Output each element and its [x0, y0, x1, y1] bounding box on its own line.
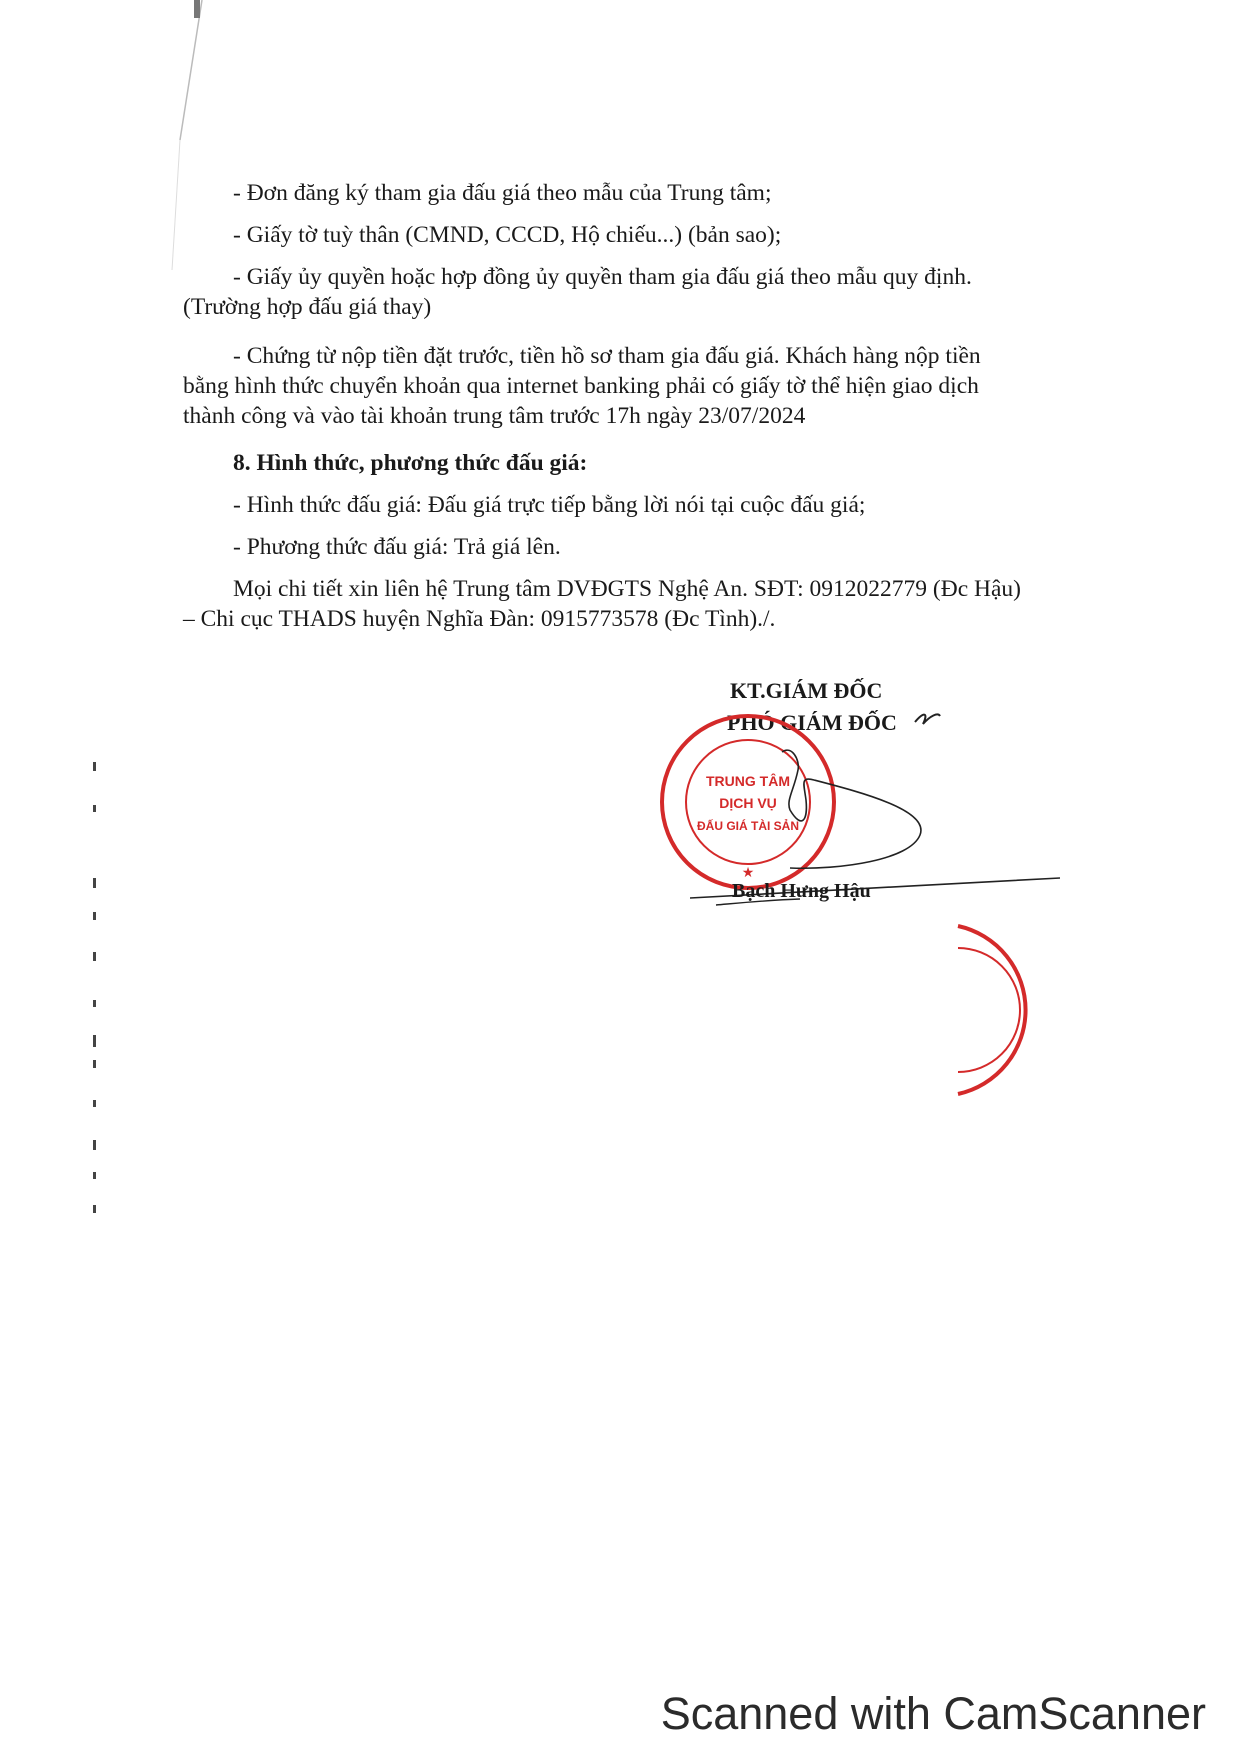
- item-deposit-proof-cont: bằng hình thức chuyển khoản qua internet banking phải có giấy tờ thể hiện giao dịch: [183, 373, 979, 399]
- seal-center-line2: DỊCH VỤ: [719, 795, 777, 811]
- signer-title: KT.GIÁM ĐỐC: [730, 678, 883, 703]
- seal-star-icon: ★: [741, 866, 755, 881]
- edge-mark: [93, 1140, 96, 1150]
- item-registration-form: - Đơn đăng ký tham gia đấu giá theo mẫu của Trung tâm;: [233, 180, 772, 206]
- edge-mark: [93, 1000, 96, 1007]
- edge-mark: [93, 952, 96, 961]
- item-deposit-proof-cont: thành công và vào tài khoản trung tâm trước 17h ngày 23/07/2024: [183, 403, 806, 429]
- edge-mark: [93, 1060, 96, 1068]
- item-identity-papers: - Giấy tờ tuỳ thân (CMND, CCCD, Hộ chiếu...) (bản sao);: [233, 222, 782, 248]
- item-deposit-proof: - Chứng từ nộp tiền đặt trước, tiền hồ sơ tham gia đấu giá. Khách hàng nộp tiền: [233, 343, 981, 369]
- partial-seal: [952, 920, 1062, 1100]
- edge-mark: [93, 878, 96, 888]
- scanner-watermark: Scanned with CamScanner: [660, 1688, 1206, 1739]
- edge-mark: [93, 762, 96, 771]
- edge-mark: [93, 1205, 96, 1213]
- section-8-heading: 8. Hình thức, phương thức đấu giá:: [233, 450, 588, 476]
- contact-info: Mọi chi tiết xin liên hệ Trung tâm DVĐGTS Nghệ An. SĐT: 0912022779 (Đc Hậu): [233, 576, 1021, 602]
- signer-name: Bạch Hưng Hậu: [732, 880, 871, 902]
- signer-position: PHÓ GIÁM ĐỐC: [727, 710, 897, 735]
- seal-center-line1: TRUNG TÂM: [706, 773, 790, 789]
- signature-scribble: [690, 700, 1070, 910]
- seal-center-line3: ĐẤU GIÁ TÀI SẢN: [697, 819, 799, 833]
- edge-mark: [93, 912, 96, 920]
- item-authorization-cont: (Trường hợp đấu giá thay): [183, 294, 432, 320]
- edge-mark: [93, 1100, 96, 1107]
- item-authorization: - Giấy ủy quyền hoặc hợp đồng ủy quyền tham gia đấu giá theo mẫu quy định.: [233, 264, 972, 290]
- auction-form: - Hình thức đấu giá: Đấu giá trực tiếp bằng lời nói tại cuộc đấu giá;: [233, 492, 866, 518]
- edge-mark: [93, 1172, 96, 1179]
- edge-mark: [93, 1035, 96, 1047]
- contact-info-cont: – Chi cục THADS huyện Nghĩa Đàn: 0915773578 (Đc Tình)./.: [183, 606, 776, 632]
- edge-mark: [93, 805, 96, 812]
- auction-method: - Phương thức đấu giá: Trả giá lên.: [233, 534, 561, 560]
- document-body: [183, 178, 1037, 638]
